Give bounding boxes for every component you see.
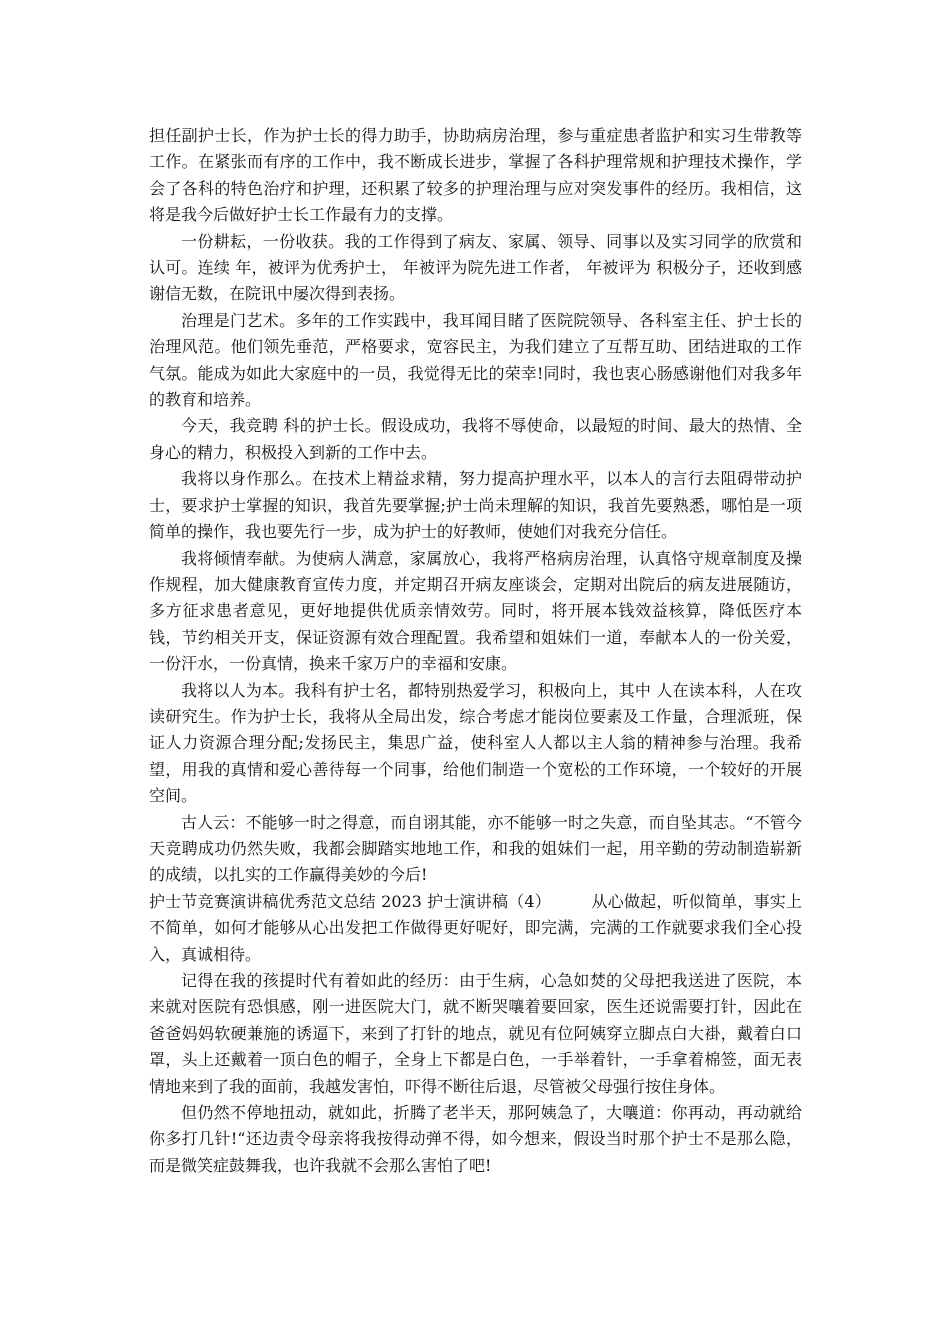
paragraph-2: 一份耕耘，一份收获。我的工作得到了病友、家属、领导、同事以及实习同学的欣赏和认可。连续 年，被评为优秀护士， 年被评为院先进工作者， 年被评为 积极分子，还收到感谢信无数，在院讯中屡次得到表扬。	[149, 231, 802, 304]
document-page	[149, 123, 802, 1179]
paragraph-5: 我将以身作那么。在技术上精益求精，努力提高护理水平，以本人的言行去阻碍带动护士，要求护士掌握的知识，我首先要掌握;护士尚未理解的知识，我首先要熟悉，哪怕是一项简单的操作，我也要先行一步，成为护士的好教师，使她们对我充分信任。	[149, 469, 802, 542]
paragraph-6: 我将倾情奉献。为使病人满意，家属放心，我将严格病房治理，认真恪守规章制度及操作规程，加大健康教育宣传力度，并定期召开病友座谈会，定期对出院后的病友进展随访，多方征求患者意见，更好地提供优质亲情效劳。同时，将开展本钱效益核算，降低医疗本钱，节约相关开支，保证资源有效合理配置。我希望和姐妹们一道，奉献本人的一份关爱，一份汗水，一份真情，换来千家万户的幸福和安康。	[149, 548, 802, 674]
paragraph-4: 今天，我竞聘 科的护士长。假设成功，我将不辱使命，以最短的时间、最大的热情、全身心的精力，积极投入到新的工作中去。	[149, 416, 802, 462]
paragraph-9-heading: 护士节竞赛演讲稿优秀范文总结 2023 护士演讲稿（4） 从心做起，听似简单，事实上不简单，如何才能够从心出发把工作做得更好呢好，即完满，完满的工作就要求我们全心投入，真诚相待。	[149, 891, 802, 964]
paragraph-8: 古人云：不能够一时之得意，而自诩其能，亦不能够一时之失意，而自坠其志。“不管今天竞聘成功仍然失败，我都会脚踏实地地工作，和我的姐妹们一起，用辛勤的劳动制造崭新的成绩，以扎实的工作赢得美妙的今后!	[149, 812, 802, 885]
paragraph-3: 治理是门艺术。多年的工作实践中，我耳闻目睹了医院院领导、各科室主任、护士长的治理风范。他们领先垂范，严格要求，宽容民主，为我们建立了互帮互助、团结进取的工作气氛。能成为如此大家庭中的一员，我觉得无比的荣幸!同时，我也衷心肠感谢他们对我多年的教育和培养。	[149, 310, 802, 410]
paragraph-11: 但仍然不停地扭动，就如此，折腾了老半天，那阿姨急了，大嚷道：你再动，再动就给你多打几针!“还边责令母亲将我按得动弹不得，如今想来，假设当时那个护士不是那么隐，而是微笑症鼓舞我，也许我就不会那么害怕了吧!	[149, 1103, 802, 1175]
paragraph-1: 担任副护士长，作为护士长的得力助手，协助病房治理，参与重症患者监护和实习生带教等工作。在紧张而有序的工作中，我不断成长进步，掌握了各科护理常规和护理技术操作，学会了各科的特色治疗和护理，还积累了较多的护理治理与应对突发事件的经历。我相信，这将是我今后做好护士长工作最有力的支撑。	[149, 126, 802, 225]
paragraph-7: 我将以人为本。我科有护士名，都特别热爱学习，积极向上，其中 人在读本科，人在攻读研究生。作为护士长，我将从全局出发，综合考虑才能岗位要素及工作量，合理派班，保证人力资源合理分配;发扬民主，集思广益，使科室人人都以主人翁的精神参与治理。我希望，用我的真情和爱心善待每一个同事，给他们制造一个宽松的工作环境，一个较好的开展空间。	[149, 680, 802, 806]
paragraph-10: 记得在我的孩提时代有着如此的经历：由于生病，心急如焚的父母把我送进了医院，本来就对医院有恐惧感，刚一进医院大门，就不断哭嚷着要回家，医生还说需要打针，因此在爸爸妈妈软硬兼施的诱逼下，来到了打针的地点，就见有位阿姨穿立脚点白大褂，戴着白口罩，头上还戴着一顶白色的帽子，全身上下都是白色，一手举着针，一手拿着棉签，面无表情地来到了我的面前，我越发害怕，吓得不断往后退，尽管被父母强行按住身体。	[149, 971, 802, 1096]
